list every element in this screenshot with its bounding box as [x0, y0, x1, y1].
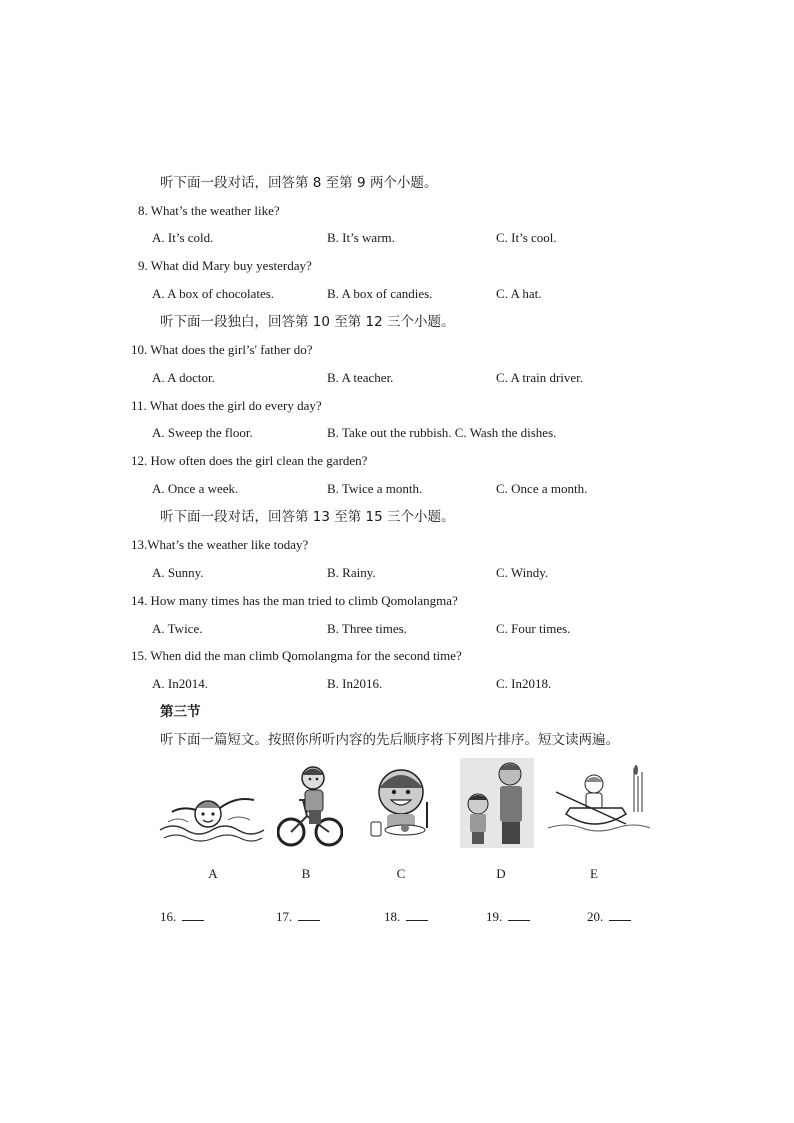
option-a: A. In2014.: [152, 676, 208, 691]
option-a: A. A box of chocolates.: [152, 286, 275, 301]
option-c: C. Four times.: [496, 621, 571, 636]
section-instruction: 听下面一段对话，回答第 13 至第 15 三个小题。: [160, 509, 455, 525]
question-12: 12. How often does the girl clean the garden?: [131, 453, 368, 468]
answer-blank-16[interactable]: 16.: [160, 908, 204, 925]
option-b-c: B. Take out the rubbish. C. Wash the dishes.: [327, 425, 557, 440]
option-b: B. A teacher.: [327, 370, 394, 385]
picture-letter-a: A: [208, 866, 218, 881]
picture-letter-c: C: [396, 866, 406, 881]
option-a: A. Twice.: [152, 621, 203, 636]
question-15: 15. When did the man climb Qomolangma for the second time?: [131, 648, 462, 663]
answer-blank-19[interactable]: 19.: [486, 908, 530, 925]
option-c: C. A hat.: [496, 286, 542, 301]
question-10: 10. What does the girl’s' father do?: [131, 342, 313, 357]
eating-boy-icon: [365, 762, 437, 844]
option-a: A. Once a week.: [152, 481, 239, 496]
section-instruction: 听下面一段对话，回答第 8 至第 9 两个小题。: [160, 175, 438, 191]
option-c: C. In2018.: [496, 676, 552, 691]
option-c: C. Once a month.: [496, 481, 588, 496]
swimming-boy-icon: [158, 778, 268, 848]
option-b: B. A box of candies.: [327, 286, 433, 301]
answer-blank-18[interactable]: 18.: [384, 908, 428, 925]
question-9: 9. What did Mary buy yesterday?: [138, 258, 312, 273]
option-a: A. Sweep the floor.: [152, 425, 253, 440]
option-a: A. Sunny.: [152, 565, 204, 580]
part3-heading: 第三节: [160, 704, 201, 720]
option-c: C. Windy.: [496, 565, 549, 580]
question-13: 13.What’s the weather like today?: [131, 537, 309, 552]
question-8: 8. What’s the weather like?: [138, 203, 280, 218]
question-11: 11. What does the girl do every day?: [131, 398, 322, 413]
rowing-boat-icon: [546, 762, 656, 842]
answer-blank-20[interactable]: 20.: [587, 908, 631, 925]
part3-instruction: 听下面一篇短文。按照你所听内容的先后顺序将下列图片排序。短文读两遍。: [160, 732, 619, 748]
answer-blank-17[interactable]: 17.: [276, 908, 320, 925]
option-b: B. In2016.: [327, 676, 383, 691]
option-c: C. A train driver.: [496, 370, 584, 385]
option-b: B. Rainy.: [327, 565, 376, 580]
grandma-and-child-icon: [460, 758, 534, 848]
picture-letter-e: E: [590, 866, 598, 881]
picture-letter-b: B: [301, 866, 311, 881]
option-a: A. A doctor.: [152, 370, 215, 385]
option-b: B. Three times.: [327, 621, 407, 636]
section-instruction: 听下面一段独白，回答第 10 至第 12 三个小题。: [160, 314, 455, 330]
option-b: B. It’s warm.: [327, 230, 395, 245]
picture-letter-d: D: [496, 866, 506, 881]
question-14: 14. How many times has the man tried to climb Qomolangma?: [131, 593, 458, 608]
cycling-boy-icon: [277, 760, 343, 850]
option-c: C. It’s cool.: [496, 230, 557, 245]
option-b: B. Twice a month.: [327, 481, 423, 496]
option-a: A. It’s cold.: [152, 230, 214, 245]
